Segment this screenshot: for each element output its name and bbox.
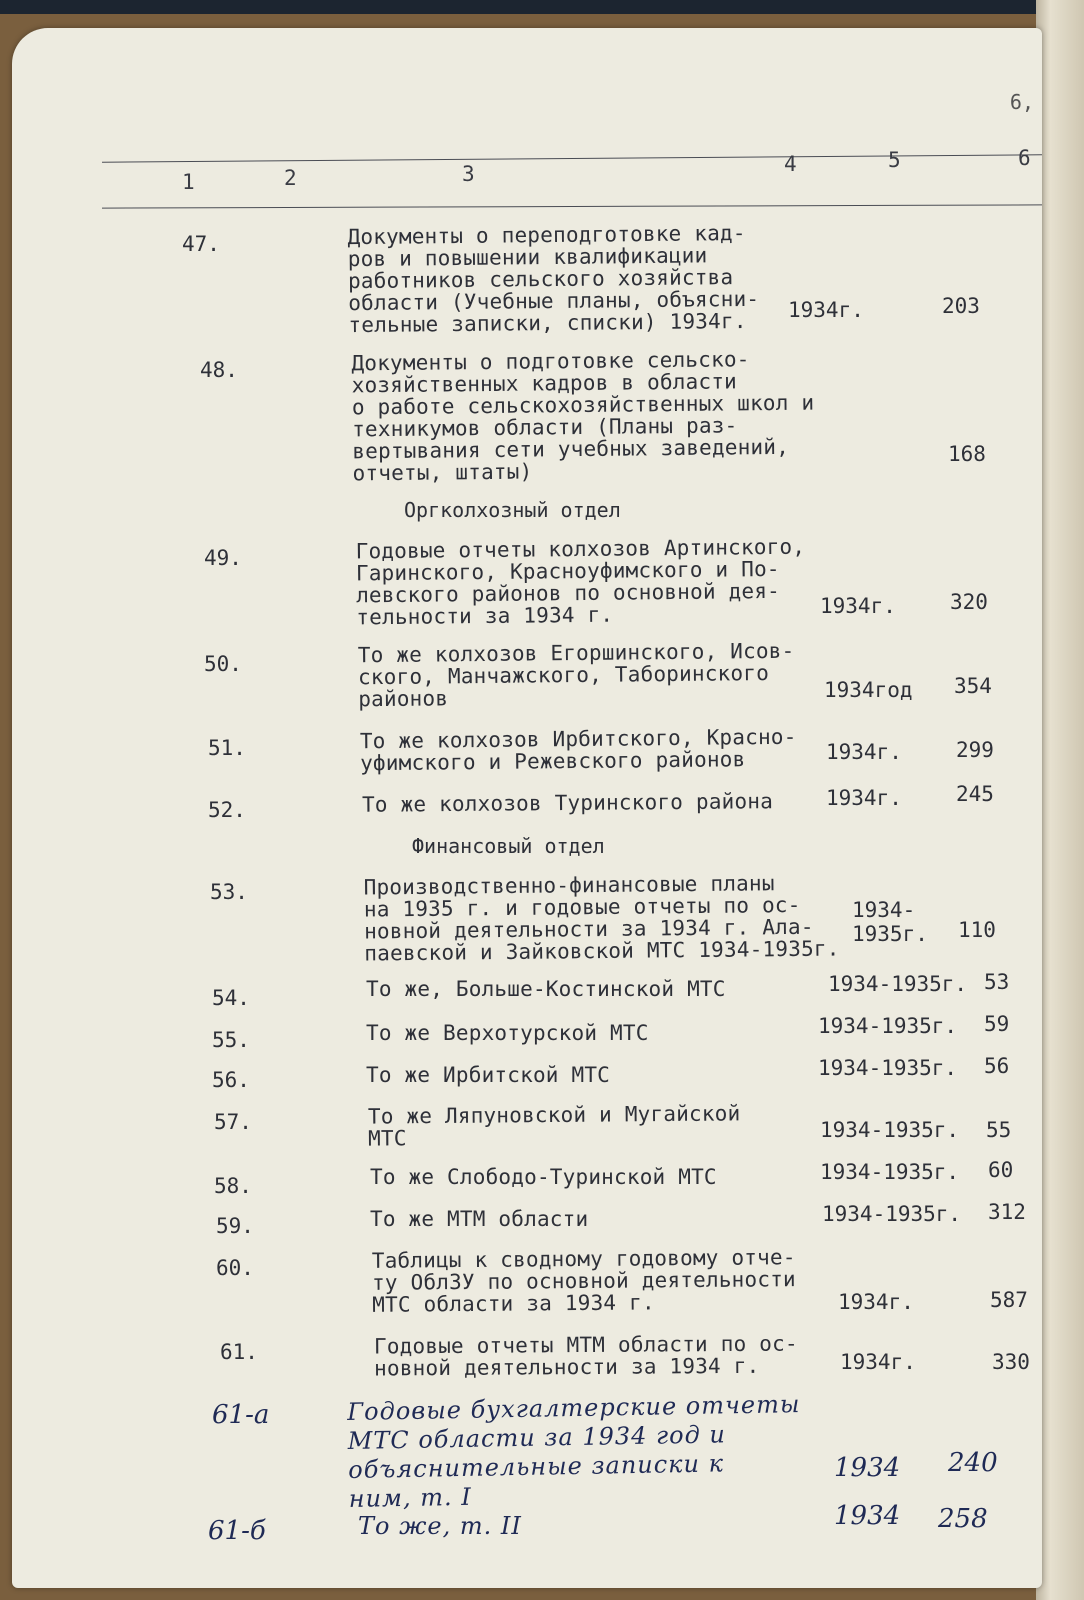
item-year: 1934год xyxy=(824,678,913,702)
item-title: То же колхозов Ирбитского, Красно- уфимского и Режевского районов xyxy=(359,724,797,776)
column-number-1: 1 xyxy=(182,170,195,194)
item-number: 59. xyxy=(216,1214,254,1238)
item-title: Годовые отчеты колхозов Артинского, Гаринского, Красноуфимского и По- левского районов по основной дея- тельности за 1934 г. xyxy=(355,534,806,630)
archive-inventory-page xyxy=(12,28,1042,1588)
item-year: 1934г. xyxy=(826,786,902,810)
column-number-5: 5 xyxy=(888,148,901,172)
item-number: 58. xyxy=(214,1174,252,1198)
item-year: 1934г. xyxy=(840,1350,916,1374)
item-year: 1934г. xyxy=(838,1290,914,1314)
item-number: 48. xyxy=(200,358,238,382)
item-year: 1934-1935г. xyxy=(820,1160,960,1184)
item-sheets: 330 xyxy=(992,1350,1030,1374)
item-year: 1934-1935г. xyxy=(818,1014,958,1038)
item-sheets: 354 xyxy=(954,674,992,698)
item-title: То же МТМ области xyxy=(370,1207,589,1231)
item-title: То же Верхотурской МТС xyxy=(366,1021,649,1045)
column-number-2: 2 xyxy=(284,166,297,190)
item-number: 49. xyxy=(204,546,242,570)
item-year: 1934г. xyxy=(826,740,902,764)
item-number: 61. xyxy=(220,1340,258,1364)
item-number: 61-б xyxy=(208,1516,266,1546)
item-title: Производственно-финансовые планы на 1935 г. и годовые отчеты по ос- новной деятельности за 1934 г. Ала- паевской и Зайковской МТС 1934-1935г. xyxy=(363,871,840,966)
item-year: 1934- 1935г. xyxy=(852,898,928,946)
item-number: 53. xyxy=(210,880,248,904)
item-sheets: 110 xyxy=(958,918,996,942)
item-number: 61-а xyxy=(212,1400,270,1430)
column-number-3: 3 xyxy=(462,162,475,186)
item-sheets: 320 xyxy=(950,590,988,614)
item-title: То же Слободо-Туринской МТС xyxy=(370,1165,717,1189)
binding-spine xyxy=(1036,0,1084,1600)
item-title: То же Ирбитской МТС xyxy=(366,1063,611,1087)
section-heading-finance: Финансовый отдел xyxy=(412,834,605,858)
item-sheets: 587 xyxy=(990,1288,1028,1312)
item-year: 1934-1935г. xyxy=(820,1118,960,1142)
item-number: 51. xyxy=(208,736,246,760)
item-sheets: 245 xyxy=(956,782,994,806)
item-year: 1934-1935г. xyxy=(818,1056,958,1080)
item-sheets: 258 xyxy=(938,1504,988,1534)
item-sheets: 203 xyxy=(942,294,980,318)
item-sheets: 299 xyxy=(956,738,994,762)
page-number: 6, xyxy=(1009,90,1034,114)
item-number: 60. xyxy=(216,1256,254,1280)
dark-top-strip xyxy=(0,0,1084,14)
item-title: Годовые отчеты МТМ области по ос- новной деятельности за 1934 г. xyxy=(373,1331,798,1381)
item-number: 54. xyxy=(212,986,250,1010)
header-top-rule xyxy=(102,154,1042,162)
column-number-4: 4 xyxy=(784,152,797,176)
item-sheets: 53 xyxy=(984,970,1010,994)
item-sheets: 55 xyxy=(986,1118,1012,1142)
item-number: 56. xyxy=(212,1068,250,1092)
item-number: 57. xyxy=(214,1110,252,1134)
item-sheets: 312 xyxy=(988,1200,1026,1224)
item-title: То же колхозов Туринского района xyxy=(361,789,774,817)
header-bottom-rule xyxy=(102,204,1042,208)
section-heading-orgkolkhoz: Оргколхозный отдел xyxy=(404,498,621,522)
item-number: 50. xyxy=(204,652,242,676)
item-title: То же, Больше-Костинской МТС xyxy=(366,977,726,1001)
item-title: Документы о подготовке сельско- хозяйственных кадров в области о работе сельскохозяйственных школ и техникумов области (Планы раз- вертывания сети учебных заведений, отчеты, штаты) xyxy=(351,347,815,486)
item-year: 1934 xyxy=(834,1501,901,1531)
item-number: 47. xyxy=(182,232,220,256)
item-sheets: 60 xyxy=(988,1158,1014,1182)
item-title: То же, т. II xyxy=(358,1512,522,1540)
item-year: 1934г. xyxy=(820,594,896,618)
item-sheets: 59 xyxy=(984,1012,1010,1036)
item-year: 1934 xyxy=(834,1453,901,1483)
item-title: Годовые бухгалтерские отчеты МТС области за 1934 год и объяснительные записки к ним, т. I xyxy=(347,1390,801,1513)
item-number: 52. xyxy=(208,798,246,822)
item-title: Документы о переподготовке кад- ров и повышении квалификации работников сельского хозяйства области (Учебные планы, объясни- тельные записки, списки) 1934г. xyxy=(347,220,760,338)
item-title: То же Ляпуновской и Мугайской МТС xyxy=(367,1101,741,1151)
item-title: То же колхозов Егоршинского, Исов- ского, Манчажского, Таборинского районов xyxy=(357,638,795,712)
item-number: 55. xyxy=(212,1028,250,1052)
item-sheets: 56 xyxy=(984,1054,1010,1078)
item-title: Таблицы к сводному годовому отче- ту ОблЗУ по основной деятельности МТС области за 1934 г. xyxy=(371,1245,796,1317)
item-sheets: 168 xyxy=(948,442,986,466)
item-year: 1934-1935г. xyxy=(822,1202,962,1226)
column-number-6: 6 xyxy=(1018,146,1031,170)
item-year: 1934-1935г. xyxy=(828,972,968,996)
item-year: 1934г. xyxy=(788,298,864,322)
item-sheets: 240 xyxy=(948,1448,998,1478)
